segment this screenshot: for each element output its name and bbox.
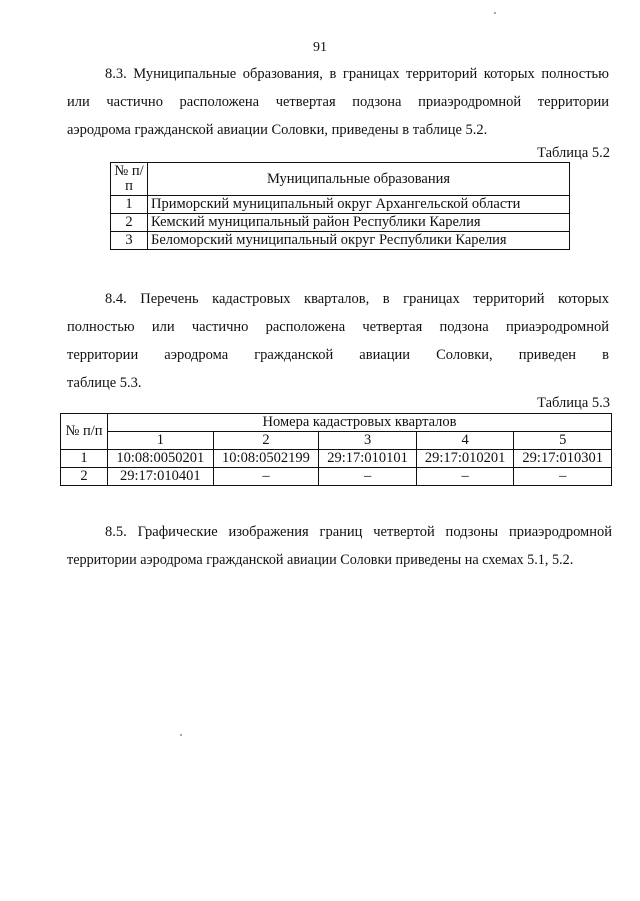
row-no: 1 xyxy=(111,196,148,214)
row-no: 2 xyxy=(61,468,108,486)
table-row xyxy=(111,214,570,232)
paragraph-line: аэродрома гражданской авиации Соловки, приведены в таблице 5.2. xyxy=(67,122,488,138)
cell: 10:08:0050201 xyxy=(108,450,214,468)
table-5-2-caption: Таблица 5.2 xyxy=(537,145,610,161)
paragraph-8-3 xyxy=(67,60,609,144)
paragraph-line: 8.3. Муниципальные образования, в границах территорий которых полностью xyxy=(105,66,609,82)
table-row xyxy=(61,468,612,486)
paragraph-line: или частично расположена четвертая подзона приаэродромной территории xyxy=(67,94,609,110)
table-row xyxy=(111,232,570,250)
row-name: Приморский муниципальный округ Архангельской области xyxy=(148,196,570,214)
column-number: 3 xyxy=(319,432,417,450)
table-5-3-caption: Таблица 5.3 xyxy=(537,395,610,411)
scan-speck xyxy=(494,12,496,14)
column-number: 2 xyxy=(213,432,319,450)
paragraph-line: 8.5. Графические изображения границ четвертой подзоны приаэродромной xyxy=(105,524,612,540)
row-name: Беломорский муниципальный округ Республики Карелия xyxy=(148,232,570,250)
cell: – xyxy=(213,468,319,486)
row-no: 2 xyxy=(111,214,148,232)
cell: – xyxy=(319,468,417,486)
cell: 29:17:010401 xyxy=(108,468,214,486)
cell: – xyxy=(416,468,514,486)
scan-speck xyxy=(180,734,182,736)
row-no: 3 xyxy=(111,232,148,250)
cell: – xyxy=(514,468,612,486)
paragraph-line: территории аэродрома гражданской авиации Соловки, приведен в xyxy=(67,347,609,363)
table-row xyxy=(111,196,570,214)
row-name: Кемский муниципальный район Республики Карелия xyxy=(148,214,570,232)
column-number: 4 xyxy=(416,432,514,450)
paragraph-8-5 xyxy=(67,518,612,574)
header-no: № п/п xyxy=(111,163,148,196)
table-5-2 xyxy=(110,162,570,250)
cell: 29:17:010201 xyxy=(416,450,514,468)
paragraph-line: территории аэродрома гражданской авиации Соловки приведены на схемах 5.1, 5.2. xyxy=(67,552,574,568)
paragraph-line: полностью или частично расположена четвертая подзона приаэродромной xyxy=(67,319,609,335)
header-no: № п/п xyxy=(61,414,108,450)
table-header-row xyxy=(111,163,570,196)
cell: 29:17:010101 xyxy=(319,450,417,468)
page-number: 91 xyxy=(313,40,327,55)
cell: 10:08:0502199 xyxy=(213,450,319,468)
paragraph-line: таблице 5.3. xyxy=(67,375,142,391)
header-name: Муниципальные образования xyxy=(148,163,570,196)
paragraph-8-4 xyxy=(67,285,609,397)
column-number: 1 xyxy=(108,432,214,450)
row-no: 1 xyxy=(61,450,108,468)
cell: 29:17:010301 xyxy=(514,450,612,468)
paragraph-line: 8.4. Перечень кадастровых кварталов, в границах территорий которых xyxy=(105,291,609,307)
table-5-3 xyxy=(60,413,612,486)
column-number: 5 xyxy=(514,432,612,450)
table-header-row xyxy=(61,432,612,450)
table-header-row xyxy=(61,414,612,432)
table-row xyxy=(61,450,612,468)
header-group: Номера кадастровых кварталов xyxy=(108,414,612,432)
